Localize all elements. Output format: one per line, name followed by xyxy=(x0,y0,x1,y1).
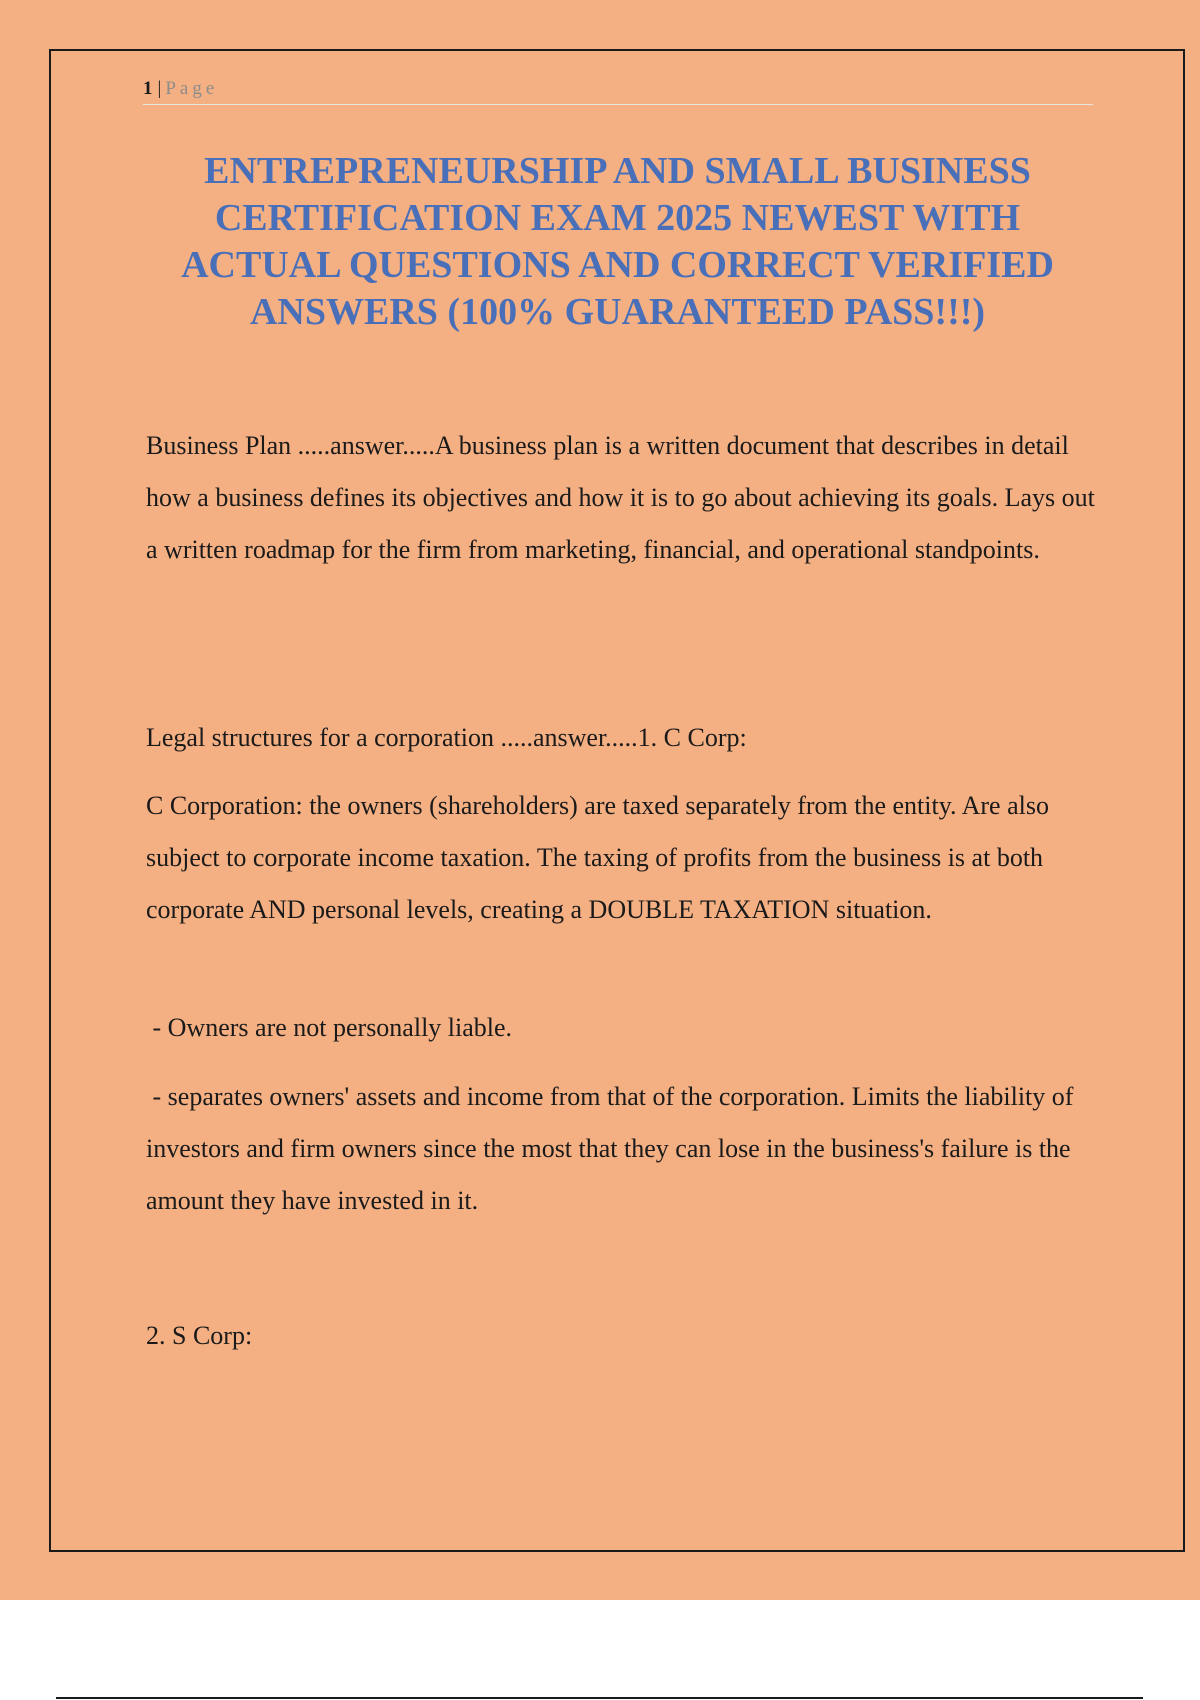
paragraph-business-plan: Business Plan .....answer.....A business plan is a written document that describes in detail how a business defines its objectives and how it is to go about achieving its goals. Lays out a written roadmap for the firm from marketing, financial, and operational standpoints. xyxy=(146,431,1095,564)
page-label: Page xyxy=(165,78,219,99)
paragraph-separates-assets: - separates owners' assets and income from that of the corporation. Limits the liability of investors and firm owners since the most that they can lose in the business's failure is the amount they have invested in it. xyxy=(146,1082,1080,1215)
paragraph-c-corporation: C Corporation: the owners (shareholders) are taxed separately from the entity. Are also subject to corporate income taxation. The taxing of profits from the business is at both corporate AND personal levels, creating a DOUBLE TAXATION situation. xyxy=(146,791,1049,924)
page-number: 1 xyxy=(143,78,153,99)
paragraph-s-corp: 2. S Corp: xyxy=(146,1321,253,1350)
paragraph-legal-structures: Legal structures for a corporation .....answer.....1. C Corp: xyxy=(146,723,747,752)
page-header xyxy=(143,74,1093,105)
footer-divider xyxy=(56,1697,1143,1699)
paragraph-owners-liability: - Owners are not personally liable. xyxy=(146,1013,513,1042)
header-separator: | xyxy=(157,78,162,99)
document-title: ENTREPRENEURSHIP AND SMALL BUSINESS CERTIFICATION EXAM 2025 NEWEST WITH ACTUAL QUESTIONS AND CORRECT VERIFIED ANSWERS (100% GUARANTEED PASS!!!) xyxy=(181,150,1054,333)
